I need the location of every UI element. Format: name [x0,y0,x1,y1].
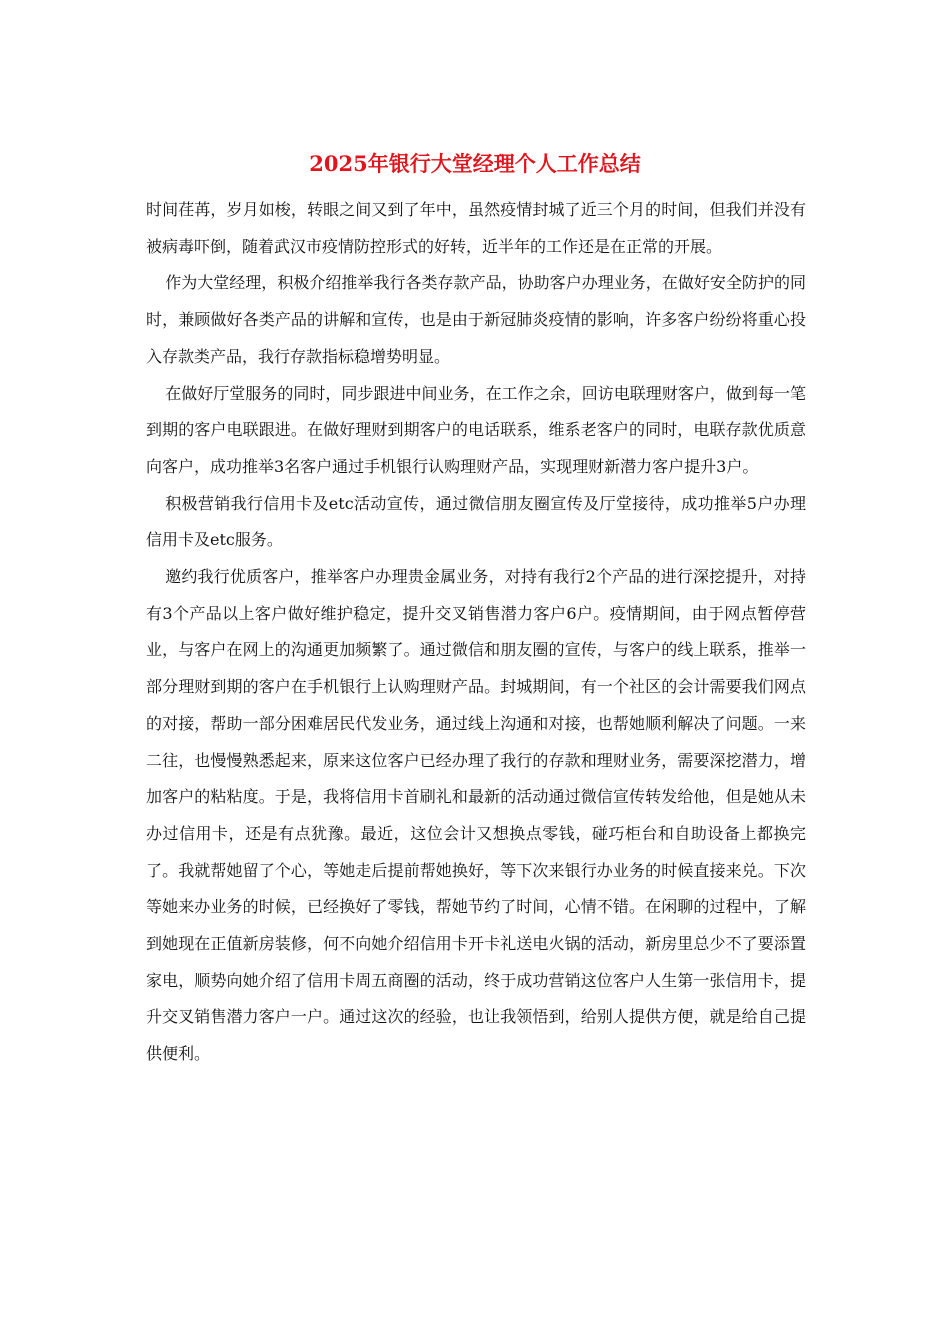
paragraph-4: 积极营销我行信用卡及etc活动宣传，通过微信朋友圈宣传及厅堂接待，成功推举5户办理信用卡及etc服务。 [146,493,806,550]
paragraph-2: 作为大堂经理，积极介绍推举我行各类存款产品，协助客户办理业务，在做好安全防护的同时，兼顾做好各类产品的讲解和宣传，也是由于新冠肺炎疫情的影响，许多客户纷纷将重心投入存款类产品，我行存款指标稳增势明显。 [146,273,806,366]
document-title: 2025年银行大堂经理个人工作总结 [309,151,641,176]
paragraph-1: 时间荏苒，岁月如梭，转眼之间又到了年中，虽然疫情封城了近三个月的时间，但我们并没有被病毒吓倒，随着武汉市疫情防控形式的好转，近半年的工作还是在正常的开展。 [146,200,806,256]
paragraph-5: 邀约我行优质客户，推举客户办理贵金属业务，对持有我行2个产品的进行深挖提升，对持有3个产品以上客户做好维护稳定，提升交叉销售潜力客户6户。疫情期间，由于网点暂停营业，与客户在网上的沟通更加频繁了。通过微信和朋友圈的宣传，与客户的线上联系，推举一部分理财到期的客户在手机银行上认购理财产品。封城期间，有一个社区的会计需要我们网点的对接，帮助一部分困难居民代发业务，通过线上沟通和对接，也帮她顺利解决了问题。一来二往，也慢慢熟悉起来，原来这位客户已经办理了我行的存款和理财业务，需要深挖潜力，增加客户的粘粘度。于是，我将信用卡首刷礼和最新的活动通过微信宣传转发给他，但是她从未办过信用卡，还是有点犹豫。最近，这位会计又想换点零钱，碰巧柜台和自助设备上都换完了。我就帮她留了个心，等她走后提前帮她换好，等下次来银行办业务的时候直接来兑。下次等她来办业务的时候，已经换好了零钱，帮她节约了时间，心情不错。在闲聊的过程中，了解到她现在正值新房装修，何不向她介绍信用卡开卡礼送电火锅的活动，新房里总少不了要添置家电，顺势向她介绍了信用卡周五商圈的活动，终于成功营销这位客户人生第一张信用卡，提升交叉销售潜力客户一户。通过这次的经验，也让我领悟到，给别人提供方便，就是给自己提供便利。 [146,567,806,1064]
document-body [146,192,806,1073]
paragraph-3: 在做好厅堂服务的同时，同步跟进中间业务，在工作之余，回访电联理财客户，做到每一笔到期的客户电联跟进。在做好理财到期客户的电话联系，维系老客户的同时，电联存款优质意向客户，成功推举3名客户通过手机银行认购理财产品，实现理财新潜力客户提升3户。 [146,383,806,476]
